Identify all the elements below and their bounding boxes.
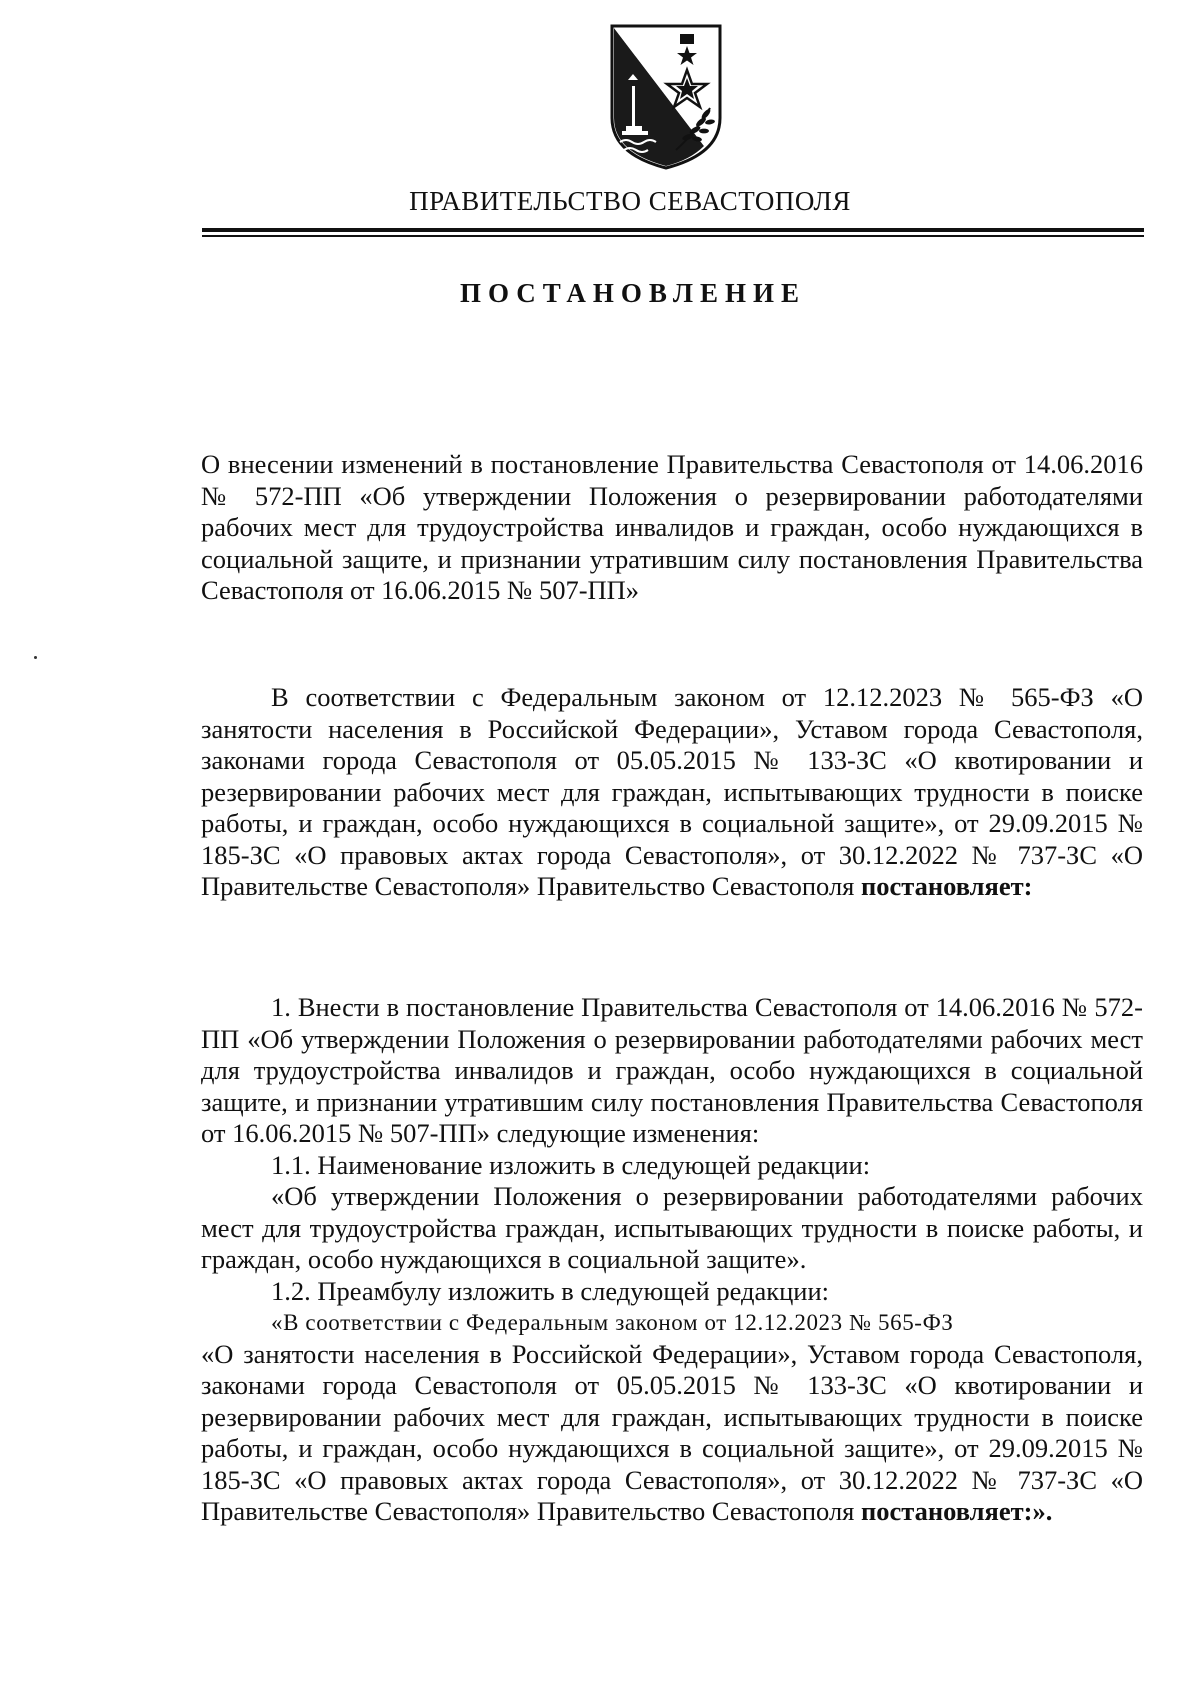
item-1-2-body: «О занятости населения в Российской Федерации», Уставом города Севастополя, законами города Севастополя от 05.05.2015 № 133-ЗС «О квотировании и резервировании рабочих мест для граждан, испытывающих трудности в поиске работы, и граждан, особо нуждающихся в социальной защите», от 29.09.2015 № 185-ЗС «О правовых актах города Севастополя», от 30.12.2022 № 737-ЗС «О Правительстве Севастополя» Правительство Севастополя — [201, 1338, 1143, 1526]
decree-word: постановляет: — [860, 871, 1033, 901]
subject-text: О внесении изменений в постановление Правительства Севастополя от 14.06.2016 № 572-ПП «Об утверждении Положения о резервировании работодателями рабочих мест для трудоустройства инвалидов и граждан, особо нуждающихся в социальной защите, и признании утратившим силу постановления Правительства Севастополя от 16.06.2015 № 507-ПП» — [201, 449, 1143, 605]
item-1-2-first-line: «В соответствии с Федеральным законом от 12.12.2023 № 565-ФЗ — [271, 1310, 954, 1335]
preamble-text: В соответствии с Федеральным законом от 12.12.2023 № 565-ФЗ «О занятости населения в Российской Федерации», Уставом города Севастополя, законами города Севастополя от 05.05.2015 № 133-ЗС «О квотировании и резервировании рабочих мест для граждан, испытывающих трудности в поиске работы, и граждан, особо нуждающихся в социальной защите», от 29.09.2015 № 185-ЗС «О правовых актах города Севастополя», от 30.12.2022 № 737-ЗС «О Правительстве Севастополя» Правительство Севастополя — [201, 682, 1143, 901]
item-1-1-text: «Об утверждении Положения о резервировании работодателями рабочих мест для трудоустройства граждан, испытывающих трудности в поиске работы, и граждан, особо нуждающихся в социальной защите». — [201, 1181, 1143, 1274]
document-subject — [201, 449, 1143, 607]
item-1-section — [201, 992, 1143, 1528]
item-1-1-heading: 1.1. Наименование изложить в следующей редакции: — [271, 1149, 871, 1180]
preamble-section — [201, 682, 1143, 903]
sevastopol-coat-of-arms-emblem — [606, 22, 726, 170]
header-rule-thick — [202, 228, 1144, 232]
item-1-2-decree-word: постановляет:». — [860, 1496, 1053, 1526]
item-1-2-text — [201, 1339, 1143, 1528]
item-1-2-heading: 1.2. Преамбулу изложить в следующей редакции: — [271, 1275, 830, 1306]
government-name-heading: ПРАВИТЕЛЬСТВО СЕВАСТОПОЛЯ — [409, 186, 851, 216]
scan-speck — [34, 656, 37, 659]
header-rule-thin — [202, 235, 1144, 237]
item-1-paragraph: 1. Внести в постановление Правительства Севастополя от 14.06.2016 № 572-ПП «Об утверждении Положения о резервировании работодателями рабочих мест для трудоустройства инвалидов и граждан, особо нуждающихся в социальной защите, и признании утратившим силу постановления Правительства Севастополя от 16.06.2015 № 507-ПП» следующие изменения: — [201, 992, 1143, 1148]
document-type-title: ПОСТАНОВЛЕНИЕ — [459, 278, 807, 308]
preamble-paragraph — [201, 682, 1143, 903]
